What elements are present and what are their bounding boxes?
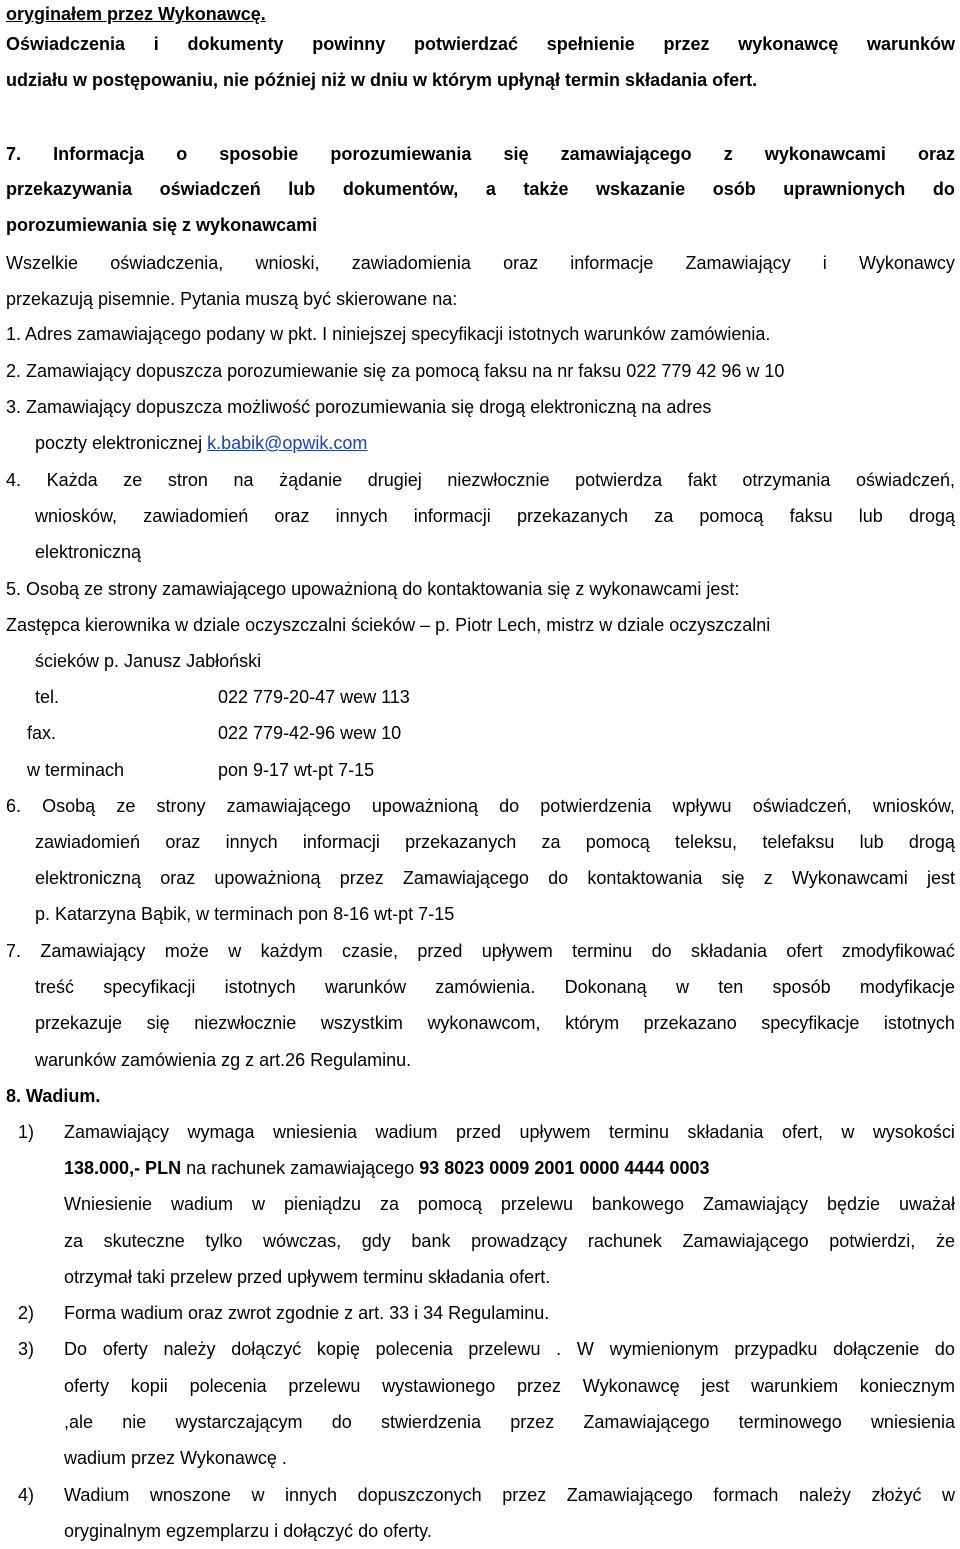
- section-7-item-2: 2. Zamawiający dopuszcza porozumiewanie się za pomocą faksu na nr faksu 022 779 42 96 w 10: [6, 361, 785, 381]
- wadium-item-2-number: 2): [18, 1303, 35, 1323]
- section-7-heading-line-1: 7. Informacja o sposobie porozumiewania się zamawiającego z wykonawcami oraz: [6, 144, 955, 164]
- wadium-item-4-number: 4): [18, 1485, 35, 1505]
- section-7-item-1: 1. Adres zamawiającego podany w pkt. I niniejszej specyfikacji istotnych warunków zamówienia.: [6, 324, 771, 344]
- section-7-item-4-line-1: 4. Każda ze stron na żądanie drugiej niezwłocznie potwierdza fakt otrzymania oświadczeń,: [6, 470, 955, 490]
- section-7-heading-line-2: przekazywania oświadczeń lub dokumentów, a także wskazanie osób uprawnionych do: [6, 179, 955, 199]
- section-7-paragraph-line-2: przekazują pisemnie. Pytania muszą być skierowane na:: [6, 289, 458, 309]
- wadium-item-1-line-1: Zamawiający wymaga wniesienia wadium przed upływem terminu składania ofert, w wysokości: [64, 1122, 955, 1142]
- wadium-item-4-line-2: oryginalnym egzemplarzu i dołączyć do oferty.: [64, 1521, 432, 1541]
- section-7-item-5: 5. Osobą ze strony zamawiającego upoważnioną do kontaktowania się z wykonawcami jest:: [6, 579, 740, 599]
- email-link[interactable]: k.babik@opwik.com: [207, 433, 368, 453]
- section-7-paragraph-line-1: Wszelkie oświadczenia, wnioski, zawiadomienia oraz informacje Zamawiający i Wykonawcy: [6, 253, 955, 273]
- section-7-heading-line-3: porozumiewania się z wykonawcami: [6, 215, 318, 235]
- intro-line-0: oryginałem przez Wykonawcę.: [6, 4, 266, 24]
- section-7-item-3: 3. Zamawiający dopuszcza możliwość porozumiewania się drogą elektroniczną na adres: [6, 397, 712, 417]
- wadium-item-1-number: 1): [18, 1122, 35, 1142]
- section-7-item-7-line-3: przekazuje się niezwłocznie wszystkim wykonawcom, którym przekazano specyfikacje istotnych: [35, 1013, 955, 1033]
- wadium-item-3-line-2: oferty kopii polecenia przelewu wystawionego przez Wykonawcę jest warunkiem koniecznym: [64, 1376, 955, 1396]
- wadium-item-1-line-2: [64, 1150, 710, 1186]
- section-8-title: 8. Wadium.: [6, 1086, 101, 1106]
- section-7-item-6-line-3: elektroniczną oraz upoważnioną przez Zamawiającego do kontaktowania się z Wykonawcami jest: [35, 868, 955, 888]
- wadium-amount: 138.000,- PLN: [64, 1158, 182, 1178]
- section-7-item-7-line-4: warunków zamówienia zg z art.26 Regulaminu.: [35, 1050, 412, 1070]
- intro-line-2: udziału w postępowaniu, nie później niż w dniu w którym upłynął termin składania ofert.: [6, 70, 758, 90]
- fax-label: fax.: [27, 723, 57, 743]
- section-7-item-6-line-1: 6. Osobą ze strony zamawiającego upoważnioną do potwierdzenia wpływu oświadczeń, wniosków,: [6, 796, 955, 816]
- wadium-item-1-line-3: Wniesienie wadium w pieniądzu za pomocą przelewu bankowego Zamawiający będzie uważał: [64, 1194, 955, 1214]
- section-7-item-6-line-2: zawiadomień oraz innych informacji przekazanych za pomocą teleksu, telefaksu lub drogą: [35, 832, 955, 852]
- wadium-item-3-line-3: ,ale nie wystarczającym do stwierdzenia przez Zamawiającego terminowego wniesienia: [64, 1412, 955, 1432]
- section-7-item-4-line-2: wniosków, zawiadomień oraz innych informacji przekazanych za pomocą faksu lub drogą: [35, 506, 955, 526]
- wadium-item-3-line-4: wadium przez Wykonawcę .: [64, 1448, 287, 1468]
- email-label: poczty elektronicznej: [35, 433, 208, 453]
- wadium-item-3-number: 3): [18, 1339, 35, 1359]
- wadium-item-1-line-4: za skuteczne tylko wówczas, gdy bank prowadzący rachunek Zamawiającego potwierdzi, że: [64, 1231, 955, 1251]
- section-7-item-4-line-3: elektroniczną: [35, 542, 142, 562]
- bank-account-number: 93 8023 0009 2001 0000 4444 0003: [419, 1158, 710, 1178]
- fax-value: 022 779-42-96 wew 10: [218, 723, 402, 743]
- tel-label: tel.: [35, 687, 60, 707]
- intro-line-1: Oświadczenia i dokumenty powinny potwierdzać spełnienie przez wykonawcę warunków: [6, 34, 955, 54]
- section-7-item-6-line-4: p. Katarzyna Bąbik, w terminach pon 8-16 wt-pt 7-15: [35, 904, 455, 924]
- hours-label: w terminach: [27, 760, 125, 780]
- wadium-item-2-text: Forma wadium oraz zwrot zgodnie z art. 33 i 34 Regulaminu.: [64, 1303, 550, 1323]
- section-7-item-5-contact-line-1: Zastępca kierownika w dziale oczyszczalni ścieków – p. Piotr Lech, mistrz w dziale oczyszczalni: [6, 615, 771, 635]
- wadium-item-4-line-1: Wadium wnoszone w innych dopuszczonych przez Zamawiającego formach należy złożyć w: [64, 1485, 955, 1505]
- wadium-account-label: na rachunek zamawiającego: [181, 1158, 420, 1178]
- hours-value: pon 9-17 wt-pt 7-15: [218, 760, 375, 780]
- section-7-item-3-continued: [35, 425, 367, 461]
- section-7-item-7-line-2: treść specyfikacji istotnych warunków zamówienia. Dokonaną w ten sposób modyfikacje: [35, 977, 955, 997]
- wadium-item-3-line-1: Do oferty należy dołączyć kopię polecenia przelewu . W wymienionym przypadku dołączenie do: [64, 1339, 955, 1359]
- tel-value: 022 779-20-47 wew 113: [218, 687, 410, 707]
- section-7-item-5-contact-line-2: ścieków p. Janusz Jabłoński: [35, 651, 262, 671]
- wadium-item-1-line-5: otrzymał taki przelew przed upływem terminu składania ofert.: [64, 1267, 551, 1287]
- section-7-item-7-line-1: 7. Zamawiający może w każdym czasie, przed upływem terminu do składania ofert zmodyfikować: [6, 941, 955, 961]
